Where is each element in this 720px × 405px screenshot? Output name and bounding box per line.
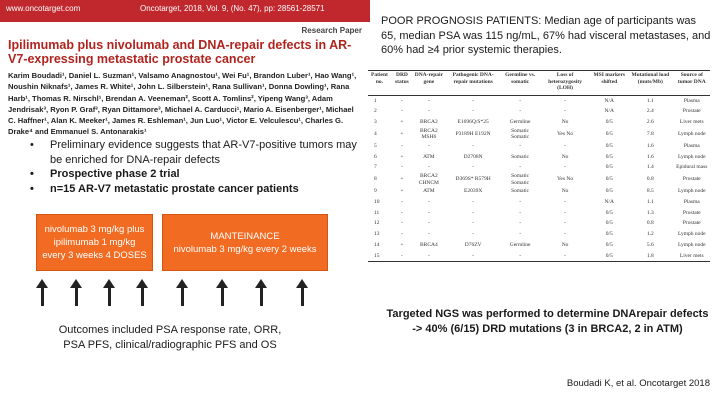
- table-row: [368, 141, 710, 152]
- table-row: [368, 229, 710, 240]
- table-cell: 2.6: [646, 119, 654, 126]
- table-cell: -: [564, 97, 566, 104]
- table-cell: BRCA2: [420, 119, 438, 126]
- table-cell: +: [400, 188, 404, 195]
- table-cell: -: [472, 108, 475, 115]
- table-cell: -: [445, 251, 502, 262]
- table-cell: +: [400, 176, 404, 183]
- table-cell: Epidural mass: [676, 164, 708, 171]
- journal-header-image: [0, 0, 370, 140]
- table-cell: -: [519, 108, 522, 115]
- table-cell: Germline: [509, 242, 531, 249]
- table-cell: -: [519, 209, 522, 216]
- induction-box: [36, 214, 153, 271]
- table-cell: 9: [374, 188, 377, 195]
- table-cell: -: [564, 198, 566, 205]
- table-cell: 0/5: [605, 188, 613, 195]
- table-cell: Prostate: [682, 108, 701, 115]
- table-cell: -: [519, 231, 522, 238]
- table-row: [368, 152, 710, 163]
- induction-text: nivolumab 3 mg/kg plus ipilimumab 1 mg/kg every 3 weeks 4 DOSES: [42, 224, 147, 261]
- table-cell: -: [401, 209, 403, 216]
- table-cell: 13: [374, 231, 380, 238]
- table-cell: 1.1: [646, 198, 654, 205]
- table-cell: Plasma: [683, 198, 700, 205]
- table-cell: -: [427, 198, 430, 205]
- table-cell: 0.8: [646, 176, 654, 183]
- table-cell: -: [401, 97, 403, 104]
- table-row: [368, 95, 710, 106]
- table-header-cell: Pathogenic DNA-repair mutations: [445, 71, 502, 96]
- table-cell: No: [561, 188, 569, 195]
- table-cell: -: [472, 97, 475, 104]
- table-cell: Plasma: [683, 142, 700, 149]
- table-cell: E1696Q/S*25: [457, 119, 489, 126]
- table-cell: 12: [374, 220, 380, 227]
- table-cell: 0/5: [605, 131, 613, 138]
- table-cell: -: [564, 231, 566, 238]
- table-cell: -: [519, 198, 522, 205]
- table-cell: -: [401, 231, 403, 238]
- table-cell: Yes No: [557, 176, 574, 183]
- table-row: [368, 218, 710, 229]
- table-cell: 0/5: [605, 142, 613, 149]
- article-type: Research Paper: [301, 26, 362, 35]
- table-cell: 1.4: [646, 164, 654, 171]
- dose-arrow: [108, 286, 111, 306]
- table-cell: 15: [368, 251, 391, 262]
- maintenance-box: [162, 214, 328, 271]
- journal-banner: [0, 0, 370, 22]
- table-cell: -: [427, 209, 430, 216]
- table-cell: BRCA4: [420, 242, 438, 249]
- table-cell: 5: [374, 142, 377, 149]
- table-cell: -: [401, 198, 403, 205]
- table-cell: Liver mets: [674, 251, 710, 262]
- table-cell: 6: [374, 153, 377, 160]
- table-row: [368, 106, 710, 117]
- table-cell: Prostate: [682, 176, 701, 183]
- table-cell: N/A: [604, 97, 615, 104]
- table-cell: 8.5: [646, 188, 654, 195]
- table-cell: No: [561, 153, 569, 160]
- maintenance-detail: nivolumab 3 mg/kg every 2 weeks: [173, 243, 317, 255]
- patient-table: [368, 70, 710, 262]
- table-cell: -: [564, 142, 566, 149]
- table-cell: -: [564, 220, 566, 227]
- table-cell: ATM: [423, 188, 435, 195]
- table-cell: 1.1: [646, 97, 654, 104]
- table-row: [368, 251, 710, 262]
- table-cell: Lymph node: [677, 231, 706, 238]
- prognosis-text: POOR PROGNOSIS PATIENTS: Median age of participants was 65, median PSA was 115 ng/mL, 67% had visceral metastases, and 60% had ≥4 prior systemic therapies.: [381, 15, 711, 56]
- table-cell: -: [502, 251, 539, 262]
- table-cell: 0/5: [605, 164, 613, 171]
- table-header-cell: Germline vs. somatic: [502, 71, 539, 96]
- table-cell: 11: [374, 209, 380, 216]
- table-cell: 3: [374, 119, 377, 126]
- table-cell: N/A: [604, 198, 615, 205]
- table-cell: -: [401, 108, 403, 115]
- table-cell: Lymph node: [677, 131, 706, 138]
- table-cell: -: [427, 142, 430, 149]
- table-cell: -: [472, 220, 475, 227]
- table-cell: Germline: [509, 119, 531, 126]
- table-cell: Somatic Somatic: [511, 127, 530, 141]
- table-cell: 0/5: [605, 220, 613, 227]
- table-header-cell: Patient no.: [368, 71, 391, 96]
- table-cell: +: [400, 131, 404, 138]
- key-points-list: [30, 138, 360, 196]
- table-cell: -: [401, 164, 403, 171]
- ngs-summary: Targeted NGS was performed to determine DNArepair defects -> 40% (6/15) DRD mutations (3 in BRCA2, 2 in ATM): [386, 308, 709, 335]
- dose-arrow: [221, 286, 224, 306]
- table-header-cell: MSI markers shifted: [591, 71, 627, 96]
- table-cell: 0/5: [591, 251, 627, 262]
- table-cell: Lymph node: [677, 188, 706, 195]
- table-cell: Somatic: [511, 188, 530, 195]
- bullet-evidence: • Preliminary evidence suggests that AR-V7-positive tumors may be enriched for DNA-repair defects: [30, 138, 360, 167]
- table-cell: -: [427, 231, 430, 238]
- table-cell: -: [427, 164, 430, 171]
- table-cell: Liver mets: [679, 119, 704, 126]
- dose-arrow: [75, 286, 78, 306]
- journal-site: www.oncotarget.com: [6, 4, 81, 13]
- table-cell: BRCA2 CHNCM: [418, 173, 439, 186]
- table-cell: 5.6: [646, 242, 654, 249]
- table-cell: -: [401, 142, 403, 149]
- table-cell: 0/5: [605, 209, 613, 216]
- article-authors: Karim Boudadi¹, Daniel L. Suzman¹, Valsamo Anagnostou¹, Wei Fu¹, Brandon Luber¹, Hao Wang¹, Noushin Niknafs¹, James R. White¹, John L. Silberstein¹, Rana Sullivan¹, Donna Dowling¹, Rana Harb¹, Thomas R. Nirschl¹, Brendan A. Veeneman², Scott A. Tomlins², Yipeng Wang³, Adam Jendrisak³, Ryon P. Graf³, Ryan Dittamore³, Michael A. Carducci¹, Mario A. Eisenberger¹, Michael C. Haffner¹, Alan K. Meeker¹, James R. Eshleman¹, Jun Luo¹, Victor E. Velculescu¹, Charles G. Drake⁴ and Emmanuel S. Antonarakis¹: [8, 71, 357, 137]
- patient-table-image: [368, 70, 710, 305]
- table-row: [368, 173, 710, 186]
- table-cell: Prostate: [682, 209, 701, 216]
- table-cell: 0/5: [605, 176, 613, 183]
- table-row: [368, 197, 710, 208]
- table-cell: BRCA2 MSH6: [420, 127, 438, 141]
- table-cell: 1.8: [627, 251, 673, 262]
- table-row: [368, 240, 710, 251]
- table-cell: E2039X: [463, 188, 483, 195]
- table-cell: -: [564, 108, 566, 115]
- bullet-patients: • n=15 AR-V7 metastatic prostate cancer patients: [30, 182, 360, 197]
- dose-arrow: [260, 286, 263, 306]
- table-cell: -: [427, 108, 430, 115]
- table-cell: 2.4: [646, 108, 654, 115]
- table-header-cell: Source of tumor DNA: [674, 71, 710, 96]
- table-cell: -: [519, 142, 522, 149]
- bullet-trial: • Prospective phase 2 trial: [30, 167, 360, 182]
- table-cell: 1: [374, 97, 377, 104]
- table-body: [368, 95, 710, 262]
- table-row: [368, 162, 710, 173]
- outcomes-text: Outcomes included PSA response rate, ORR, PSA PFS, clinical/radiographic PFS and OS: [58, 324, 282, 351]
- table-cell: 1.3: [646, 209, 654, 216]
- table-cell: Lymph node: [677, 242, 706, 249]
- article-title: Ipilimumab plus nivolumab and DNA-repair defects in AR-V7-expressing metastatic prostate cancer: [8, 38, 352, 66]
- table-row: [368, 208, 710, 219]
- table-cell: Lymph node: [677, 153, 706, 160]
- table-cell: 7.8: [646, 131, 654, 138]
- table-cell: Somatic Somatic: [511, 173, 530, 186]
- table-cell: ATM: [423, 153, 435, 160]
- slide-citation: Boudadi K, et al. Oncotarget 2018: [566, 378, 710, 389]
- journal-citation: Oncotarget, 2018, Vol. 9, (No. 47), pp: 28561-28571: [140, 4, 325, 13]
- table-cell: Somatic: [511, 153, 530, 160]
- table-cell: -: [401, 220, 403, 227]
- table-header-cell: DNA-repair gene: [413, 71, 445, 96]
- table-cell: -: [472, 209, 475, 216]
- table-header-cell: DRD status: [391, 71, 413, 96]
- table-cell: 0/5: [605, 231, 613, 238]
- table-cell: Yes No: [557, 131, 574, 138]
- table-cell: 0.8: [646, 220, 654, 227]
- table-cell: No: [561, 119, 569, 126]
- table-cell: Plasma: [683, 97, 700, 104]
- table-cell: -: [427, 220, 430, 227]
- table-cell: No: [561, 242, 569, 249]
- table-cell: 10: [374, 198, 380, 205]
- table-cell: 0/5: [605, 119, 613, 126]
- table-cell: -: [472, 231, 475, 238]
- table-cell: -: [472, 198, 475, 205]
- table-cell: 14: [374, 242, 380, 249]
- table-row: [368, 186, 710, 197]
- table-header-cell: Loss of heterozygosity (LOH): [539, 71, 592, 96]
- table-cell: 0/5: [605, 153, 613, 160]
- table-cell: 0/5: [605, 242, 613, 249]
- table-cell: +: [400, 119, 404, 126]
- table-cell: -: [391, 251, 413, 262]
- table-cell: P3189H E192N: [455, 131, 491, 138]
- table-cell: 7: [374, 164, 377, 171]
- table-cell: -: [519, 97, 522, 104]
- dose-arrow: [141, 286, 144, 306]
- table-header-row: [368, 71, 710, 96]
- table-cell: -: [539, 251, 592, 262]
- table-cell: -: [413, 251, 445, 262]
- table-cell: -: [564, 164, 566, 171]
- table-cell: D76ZV: [464, 242, 482, 249]
- table-cell: 1.2: [646, 231, 654, 238]
- table-cell: +: [400, 242, 404, 249]
- table-row: [368, 117, 710, 128]
- table-cell: -: [519, 164, 522, 171]
- dose-arrow: [301, 286, 304, 306]
- table-cell: -: [472, 164, 475, 171]
- table-header-cell: Mutational load (muts/Mb): [627, 71, 673, 96]
- maintenance-title: MANTEINANCE: [210, 230, 280, 242]
- table-cell: -: [564, 209, 566, 216]
- table-cell: D2708N: [463, 153, 483, 160]
- table-cell: 4: [374, 131, 377, 138]
- table-cell: 1.6: [646, 153, 654, 160]
- table-cell: -: [519, 220, 522, 227]
- table-cell: Prostate: [682, 220, 701, 227]
- table-cell: 1.6: [646, 142, 654, 149]
- table-cell: -: [472, 142, 475, 149]
- table-cell: -: [427, 97, 430, 104]
- table-cell: 8: [374, 176, 377, 183]
- table-cell: D369S* R579H: [455, 176, 491, 183]
- table-cell: +: [400, 153, 404, 160]
- table-row: [368, 128, 710, 141]
- dose-arrow: [181, 286, 184, 306]
- dose-arrow: [41, 286, 44, 306]
- table-cell: 2: [374, 108, 377, 115]
- table-cell: N/A: [604, 108, 615, 115]
